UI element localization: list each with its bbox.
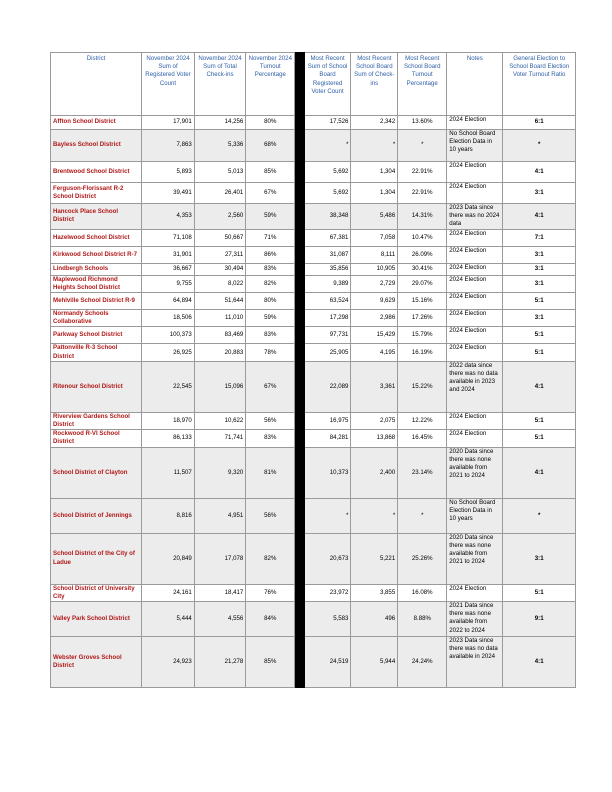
header-sb-turnout: Most Recent School Board Turnout Percentage <box>398 53 447 116</box>
row-nov-turnout: 56% <box>246 412 295 429</box>
table-row <box>51 263 576 275</box>
header-nov-registered: November 2024 Sum of Registered Voter Count <box>142 53 195 116</box>
row-nov-turnout: 80% <box>246 293 295 310</box>
row-notes: 2024 Election <box>447 430 503 447</box>
row-sb-registered: 38,348 <box>304 204 351 230</box>
row-sb-checkins: 2,075 <box>351 412 398 429</box>
row-sb-registered: 5,692 <box>304 183 351 204</box>
row-district: Parkway School District <box>51 327 142 344</box>
row-nov-turnout: 82% <box>246 275 295 292</box>
divider-column <box>295 130 304 162</box>
row-sb-registered: 5,583 <box>304 602 351 637</box>
row-nov-registered: 5,893 <box>142 162 195 183</box>
row-notes: 2024 Election <box>447 263 503 275</box>
row-notes: 2024 Election <box>447 310 503 327</box>
row-nov-checkins: 9,320 <box>194 447 245 498</box>
row-nov-registered: 36,667 <box>142 263 195 275</box>
divider-column <box>295 533 304 584</box>
divider-column <box>295 430 304 447</box>
row-nov-registered: 24,923 <box>142 637 195 688</box>
header-ratio: General Election to School Board Election Voter Turnout Ratio <box>503 53 576 116</box>
row-nov-checkins: 20,883 <box>194 344 245 361</box>
header-sb-checkins: Most Recent School Board Sum of Check-ins <box>351 53 398 116</box>
row-sb-turnout: 16.08% <box>398 584 447 601</box>
row-ratio: 7:1 <box>503 229 576 246</box>
table-row <box>51 275 576 292</box>
row-nov-turnout: 84% <box>246 602 295 637</box>
row-sb-registered: 23,972 <box>304 584 351 601</box>
row-sb-registered: 24,519 <box>304 637 351 688</box>
row-ratio: 5:1 <box>503 412 576 429</box>
divider-column <box>295 412 304 429</box>
table-row <box>51 229 576 246</box>
row-district: School District of the City of Ladue <box>51 533 142 584</box>
row-sb-turnout: 8.88% <box>398 602 447 637</box>
table-row <box>51 327 576 344</box>
row-nov-registered: 17,901 <box>142 116 195 130</box>
row-nov-turnout: 81% <box>246 447 295 498</box>
row-notes: 2024 Election <box>447 246 503 263</box>
row-sb-turnout: 24.24% <box>398 637 447 688</box>
row-sb-registered: * <box>304 498 351 533</box>
row-nov-turnout: 67% <box>246 183 295 204</box>
row-sb-checkins: 7,058 <box>351 229 398 246</box>
row-notes: 2020 Data since there was none available from 2021 to 2024 <box>447 533 503 584</box>
row-ratio: 3:1 <box>503 310 576 327</box>
row-sb-registered: 84,281 <box>304 430 351 447</box>
row-sb-registered: 31,087 <box>304 246 351 263</box>
row-sb-checkins: 2,729 <box>351 275 398 292</box>
row-ratio: 4:1 <box>503 162 576 183</box>
divider-column <box>295 183 304 204</box>
row-sb-turnout: 23.14% <box>398 447 447 498</box>
row-sb-checkins: 2,986 <box>351 310 398 327</box>
row-nov-checkins: 5,013 <box>194 162 245 183</box>
row-sb-turnout: 17.26% <box>398 310 447 327</box>
row-nov-registered: 100,373 <box>142 327 195 344</box>
row-sb-checkins: 2,400 <box>351 447 398 498</box>
table-row <box>51 344 576 361</box>
row-sb-turnout: 15.16% <box>398 293 447 310</box>
row-district: School District of Clayton <box>51 447 142 498</box>
row-nov-turnout: 82% <box>246 533 295 584</box>
row-sb-checkins: * <box>351 130 398 162</box>
row-nov-registered: 9,755 <box>142 275 195 292</box>
divider-column <box>295 263 304 275</box>
row-ratio: 3:1 <box>503 275 576 292</box>
row-nov-registered: 11,507 <box>142 447 195 498</box>
row-sb-registered: 17,298 <box>304 310 351 327</box>
row-ratio: 6:1 <box>503 116 576 130</box>
row-ratio: 4:1 <box>503 204 576 230</box>
row-notes: 2024 Election <box>447 412 503 429</box>
row-nov-turnout: 68% <box>246 130 295 162</box>
row-nov-checkins: 71,741 <box>194 430 245 447</box>
row-sb-turnout: 13.60% <box>398 116 447 130</box>
row-sb-turnout: * <box>398 498 447 533</box>
row-nov-turnout: 83% <box>246 327 295 344</box>
header-notes: Notes <box>447 53 503 116</box>
row-sb-registered: 67,381 <box>304 229 351 246</box>
row-nov-checkins: 4,951 <box>194 498 245 533</box>
row-sb-turnout: 15.22% <box>398 361 447 412</box>
header-row <box>51 53 576 116</box>
row-ratio: 5:1 <box>503 327 576 344</box>
row-nov-registered: 22,545 <box>142 361 195 412</box>
row-district: School District of University City <box>51 584 142 601</box>
row-notes: No School Board Election Data in 10 years <box>447 130 503 162</box>
header-nov-turnout: November 2024 Turnout Percentage <box>246 53 295 116</box>
row-sb-turnout: 12.22% <box>398 412 447 429</box>
row-ratio: 5:1 <box>503 344 576 361</box>
row-sb-checkins: 4,195 <box>351 344 398 361</box>
row-sb-registered: 10,373 <box>304 447 351 498</box>
table-row <box>51 310 576 327</box>
table-row <box>51 293 576 310</box>
row-sb-turnout: 22.91% <box>398 162 447 183</box>
row-district: Hazelwood School District <box>51 229 142 246</box>
table-body <box>51 116 576 688</box>
row-sb-registered: 97,731 <box>304 327 351 344</box>
row-notes: 2024 Election <box>447 275 503 292</box>
row-district: Maplewood Richmond Heights School District <box>51 275 142 292</box>
row-nov-registered: 26,925 <box>142 344 195 361</box>
row-district: Pattonville R-3 School District <box>51 344 142 361</box>
divider-column <box>295 53 304 116</box>
row-nov-checkins: 18,417 <box>194 584 245 601</box>
divider-column <box>295 498 304 533</box>
row-sb-checkins: 5,486 <box>351 204 398 230</box>
row-sb-registered: 35,856 <box>304 263 351 275</box>
row-sb-checkins: * <box>351 498 398 533</box>
table-row <box>51 602 576 637</box>
row-district: Ferguson-Florissant R-2 School District <box>51 183 142 204</box>
table-row <box>51 246 576 263</box>
row-sb-checkins: 10,905 <box>351 263 398 275</box>
row-nov-turnout: 76% <box>246 584 295 601</box>
divider-column <box>295 275 304 292</box>
row-ratio: 3:1 <box>503 533 576 584</box>
row-nov-registered: 64,894 <box>142 293 195 310</box>
row-nov-checkins: 5,336 <box>194 130 245 162</box>
row-ratio: 3:1 <box>503 183 576 204</box>
row-district: Brentwood School District <box>51 162 142 183</box>
row-nov-checkins: 83,469 <box>194 327 245 344</box>
row-district: Lindbergh Schools <box>51 263 142 275</box>
row-sb-checkins: 15,429 <box>351 327 398 344</box>
row-nov-registered: 24,161 <box>142 584 195 601</box>
row-sb-turnout: * <box>398 130 447 162</box>
header-nov-checkins: November 2024 Sum of Total Check-ins <box>194 53 245 116</box>
row-notes: 2024 Election <box>447 584 503 601</box>
row-district: Valley Park School District <box>51 602 142 637</box>
row-nov-checkins: 14,256 <box>194 116 245 130</box>
row-nov-checkins: 30,494 <box>194 263 245 275</box>
row-ratio: 4:1 <box>503 447 576 498</box>
row-district: Ritenour School District <box>51 361 142 412</box>
row-sb-registered: 5,692 <box>304 162 351 183</box>
row-nov-registered: 8,816 <box>142 498 195 533</box>
row-nov-checkins: 10,622 <box>194 412 245 429</box>
row-sb-checkins: 1,304 <box>351 183 398 204</box>
divider-column <box>295 162 304 183</box>
row-sb-checkins: 1,304 <box>351 162 398 183</box>
row-nov-checkins: 27,311 <box>194 246 245 263</box>
row-nov-registered: 7,863 <box>142 130 195 162</box>
row-ratio: 5:1 <box>503 293 576 310</box>
row-sb-registered: * <box>304 130 351 162</box>
table-row <box>51 116 576 130</box>
row-district: Rockwood R-VI School District <box>51 430 142 447</box>
row-district: Hancock Place School District <box>51 204 142 230</box>
row-nov-turnout: 83% <box>246 263 295 275</box>
row-nov-turnout: 67% <box>246 361 295 412</box>
row-sb-registered: 20,673 <box>304 533 351 584</box>
row-nov-checkins: 4,556 <box>194 602 245 637</box>
divider-column <box>295 584 304 601</box>
row-sb-checkins: 496 <box>351 602 398 637</box>
row-nov-turnout: 59% <box>246 204 295 230</box>
row-ratio: 3:1 <box>503 263 576 275</box>
row-sb-turnout: 26.09% <box>398 246 447 263</box>
divider-column <box>295 204 304 230</box>
row-notes: 2024 Election <box>447 116 503 130</box>
table-row <box>51 447 576 498</box>
table-row <box>51 204 576 230</box>
turnout-table <box>50 52 576 688</box>
row-ratio: * <box>503 130 576 162</box>
row-sb-checkins: 3,361 <box>351 361 398 412</box>
table-row <box>51 637 576 688</box>
row-ratio: 5:1 <box>503 430 576 447</box>
row-notes: 2024 Election <box>447 327 503 344</box>
header-district: District <box>51 53 142 116</box>
row-notes: No School Board Election Data in 10 years <box>447 498 503 533</box>
row-sb-registered: 17,526 <box>304 116 351 130</box>
row-sb-registered: 63,524 <box>304 293 351 310</box>
row-sb-checkins: 2,342 <box>351 116 398 130</box>
row-nov-checkins: 11,010 <box>194 310 245 327</box>
row-sb-registered: 22,089 <box>304 361 351 412</box>
row-ratio: 4:1 <box>503 637 576 688</box>
row-district: School District of Jennings <box>51 498 142 533</box>
row-ratio: 4:1 <box>503 361 576 412</box>
row-nov-registered: 5,444 <box>142 602 195 637</box>
row-nov-checkins: 15,096 <box>194 361 245 412</box>
row-sb-turnout: 15.79% <box>398 327 447 344</box>
divider-column <box>295 229 304 246</box>
row-nov-turnout: 85% <box>246 637 295 688</box>
divider-column <box>295 116 304 130</box>
row-sb-turnout: 22.91% <box>398 183 447 204</box>
row-nov-turnout: 71% <box>246 229 295 246</box>
row-notes: 2024 Election <box>447 229 503 246</box>
row-nov-registered: 4,353 <box>142 204 195 230</box>
row-nov-checkins: 2,560 <box>194 204 245 230</box>
row-nov-registered: 18,506 <box>142 310 195 327</box>
row-ratio: 3:1 <box>503 246 576 263</box>
row-nov-turnout: 83% <box>246 430 295 447</box>
row-notes: 2024 Election <box>447 344 503 361</box>
divider-column <box>295 327 304 344</box>
row-notes: 2024 Election <box>447 183 503 204</box>
divider-column <box>295 637 304 688</box>
row-notes: 2024 Election <box>447 293 503 310</box>
row-district: Normandy Schools Collaborative <box>51 310 142 327</box>
row-sb-turnout: 14.31% <box>398 204 447 230</box>
table-row <box>51 162 576 183</box>
row-sb-registered: 25,905 <box>304 344 351 361</box>
row-district: Webster Groves School District <box>51 637 142 688</box>
row-nov-turnout: 78% <box>246 344 295 361</box>
row-sb-registered: 9,389 <box>304 275 351 292</box>
row-sb-checkins: 9,629 <box>351 293 398 310</box>
row-sb-checkins: 3,855 <box>351 584 398 601</box>
row-nov-registered: 20,849 <box>142 533 195 584</box>
table-row <box>51 498 576 533</box>
table-row <box>51 533 576 584</box>
row-district: Bayless School District <box>51 130 142 162</box>
row-nov-checkins: 8,022 <box>194 275 245 292</box>
row-nov-turnout: 56% <box>246 498 295 533</box>
row-sb-checkins: 5,221 <box>351 533 398 584</box>
row-notes: 2023 Data since there was no data available in 2024 <box>447 637 503 688</box>
row-sb-turnout: 30.41% <box>398 263 447 275</box>
row-nov-turnout: 85% <box>246 162 295 183</box>
header-sb-registered: Most Recent Sum of School Board Registered Voter Count <box>304 53 351 116</box>
table-row <box>51 130 576 162</box>
row-ratio: 5:1 <box>503 584 576 601</box>
row-sb-turnout: 29.07% <box>398 275 447 292</box>
divider-column <box>295 310 304 327</box>
row-district: Kirkwood School District R-7 <box>51 246 142 263</box>
row-sb-turnout: 16.45% <box>398 430 447 447</box>
row-nov-turnout: 86% <box>246 246 295 263</box>
row-district: Affton School District <box>51 116 142 130</box>
row-nov-registered: 31,901 <box>142 246 195 263</box>
row-nov-checkins: 21,278 <box>194 637 245 688</box>
row-notes: 2021 Data since there was none available from 2022 to 2024 <box>447 602 503 637</box>
row-nov-turnout: 59% <box>246 310 295 327</box>
row-notes: 2020 Data since there was none available from 2021 to 2024 <box>447 447 503 498</box>
table-row <box>51 430 576 447</box>
row-notes: 2023 Data since there was no 2024 data <box>447 204 503 230</box>
table-row <box>51 584 576 601</box>
divider-column <box>295 246 304 263</box>
row-ratio: * <box>503 498 576 533</box>
row-sb-turnout: 10.47% <box>398 229 447 246</box>
divider-column <box>295 344 304 361</box>
row-notes: 2024 Election <box>447 162 503 183</box>
row-nov-registered: 71,108 <box>142 229 195 246</box>
row-ratio: 9:1 <box>503 602 576 637</box>
divider-column <box>295 361 304 412</box>
divider-column <box>295 602 304 637</box>
row-sb-turnout: 25.26% <box>398 533 447 584</box>
row-sb-checkins: 8,111 <box>351 246 398 263</box>
row-nov-checkins: 50,667 <box>194 229 245 246</box>
row-nov-checkins: 17,078 <box>194 533 245 584</box>
row-sb-turnout: 16.19% <box>398 344 447 361</box>
divider-column <box>295 447 304 498</box>
divider-column <box>295 293 304 310</box>
row-sb-checkins: 13,868 <box>351 430 398 447</box>
table-row <box>51 183 576 204</box>
row-nov-registered: 18,970 <box>142 412 195 429</box>
row-nov-checkins: 26,401 <box>194 183 245 204</box>
row-district: Riverview Gardens School District <box>51 412 142 429</box>
row-district: Mehlville School District R-9 <box>51 293 142 310</box>
row-nov-turnout: 80% <box>246 116 295 130</box>
row-sb-checkins: 5,944 <box>351 637 398 688</box>
table-row <box>51 412 576 429</box>
row-nov-registered: 86,133 <box>142 430 195 447</box>
row-nov-checkins: 51,644 <box>194 293 245 310</box>
table-row <box>51 361 576 412</box>
row-nov-registered: 39,491 <box>142 183 195 204</box>
row-sb-registered: 16,975 <box>304 412 351 429</box>
row-notes: 2022 data since there was no data available in 2023 and 2024 <box>447 361 503 412</box>
